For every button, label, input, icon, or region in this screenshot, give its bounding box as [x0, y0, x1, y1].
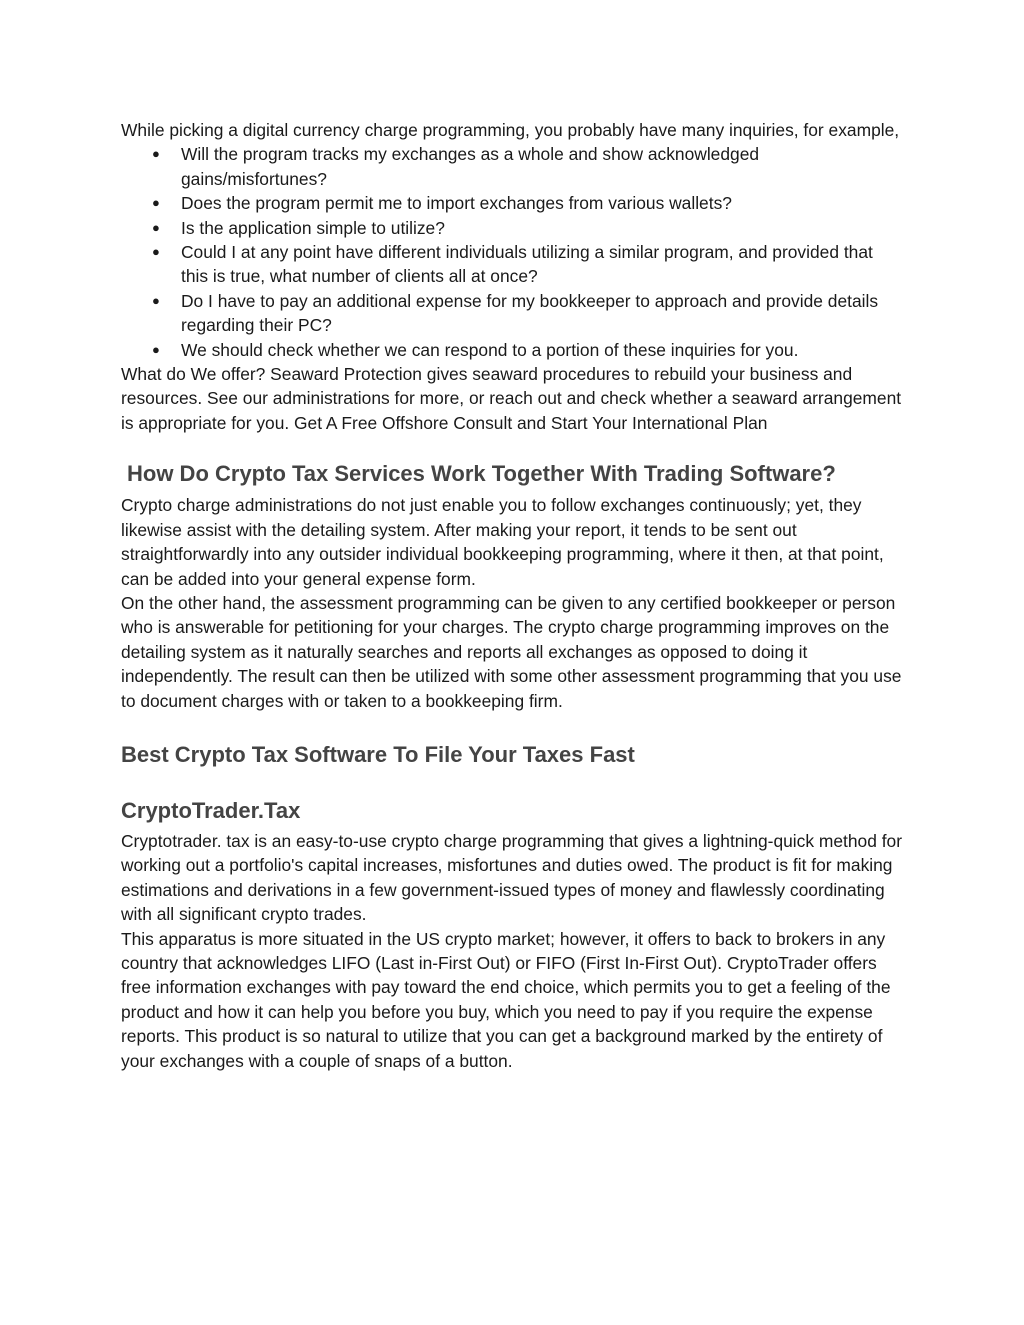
cryptotrader-paragraph: This apparatus is more situated in the US crypto market; however, it offers to back to brokers in any country that acknowledges LIFO (Last in-First Out) or FIFO (First In-First Out). CryptoTrader offers free information exchanges with pay toward the end choice, which permits you to get a feeling of the product and how it can help you before you buy, which you need to pay if you require the expense reports. This product is so natural to utilize that you can get a background marked by the entirety of your exchanges with a couple of snaps of a button.: [121, 928, 891, 1071]
intro-paragraph: While picking a digital currency charge programming, you probably have many inquiries, for example,: [121, 120, 900, 140]
list-item: [121, 216, 901, 240]
list-item: [121, 240, 901, 289]
list-item-text: Is the application simple to utilize?: [181, 217, 445, 238]
section-heading-best: Best Crypto Tax Software To File Your Taxes Fast: [121, 741, 635, 767]
offer-paragraph: What do We offer? Seaward Protection gives seaward procedures to rebuild your business and resources. See our administrations for more, or reach out and check whether a seaward arrangement is appropriate for you. Get A Free Offshore Consult and Start Your International Plan: [121, 364, 902, 433]
list-item-text: We should check whether we can respond to a portion of these inquiries for you.: [181, 339, 799, 360]
list-item-text: Does the program permit me to import exchanges from various wallets?: [181, 193, 732, 214]
document-page: [121, 118, 911, 1073]
bullet-icon: ●: [152, 146, 160, 162]
bullet-icon: ●: [152, 219, 160, 235]
list-item-text: Will the program tracks my exchanges as a whole and show acknowledged gains/misfortunes?: [181, 144, 760, 189]
bullet-icon: ●: [152, 292, 160, 308]
list-item-text: Could I at any point have different individuals utilizing a similar program, and provided that this is true, what number of clients all at once?: [181, 242, 873, 287]
list-item: [121, 191, 901, 215]
list-item: [121, 338, 901, 362]
services-paragraph: On the other hand, the assessment programming can be given to any certified bookkeeper or person who is answerable for petitioning for your charges. The crypto charge programming improves on the detailing system as it naturally searches and reports all exchanges as opposed to doing it independently. The result can then be utilized with some other assessment programming that you use to document charges with or taken to a bookkeeping firm.: [121, 592, 902, 711]
cryptotrader-paragraph: Cryptotrader. tax is an easy-to-use crypto charge programming that gives a lightning-quick method for working out a portfolio's capital increases, misfortunes and duties owed. The product is fit for making estimations and derivations in a few government-issued types of money and flawlessly coordinating with all significant crypto trades.: [121, 830, 903, 925]
section-heading-services: How Do Crypto Tax Services Work Together With Trading Software?: [127, 461, 836, 487]
list-item: [121, 289, 901, 338]
services-paragraph: Crypto charge administrations do not just enable you to follow exchanges continuously; yet, they likewise assist with the detailing system. After making your report, it tends to be sent out straightforwardly into any outsider individual bookkeeping programming, where it then, at that point, can be added into your general expense form.: [121, 495, 884, 589]
list-item: [121, 142, 901, 191]
bullet-icon: ●: [152, 244, 160, 260]
list-item-text: Do I have to pay an additional expense for my bookkeeper to approach and provide details regarding their PC?: [181, 290, 879, 336]
bullet-icon: ●: [152, 195, 160, 211]
questions-list: [121, 142, 911, 362]
bullet-icon: ●: [152, 341, 160, 357]
section-heading-cryptotrader: CryptoTrader.Tax: [121, 797, 301, 823]
